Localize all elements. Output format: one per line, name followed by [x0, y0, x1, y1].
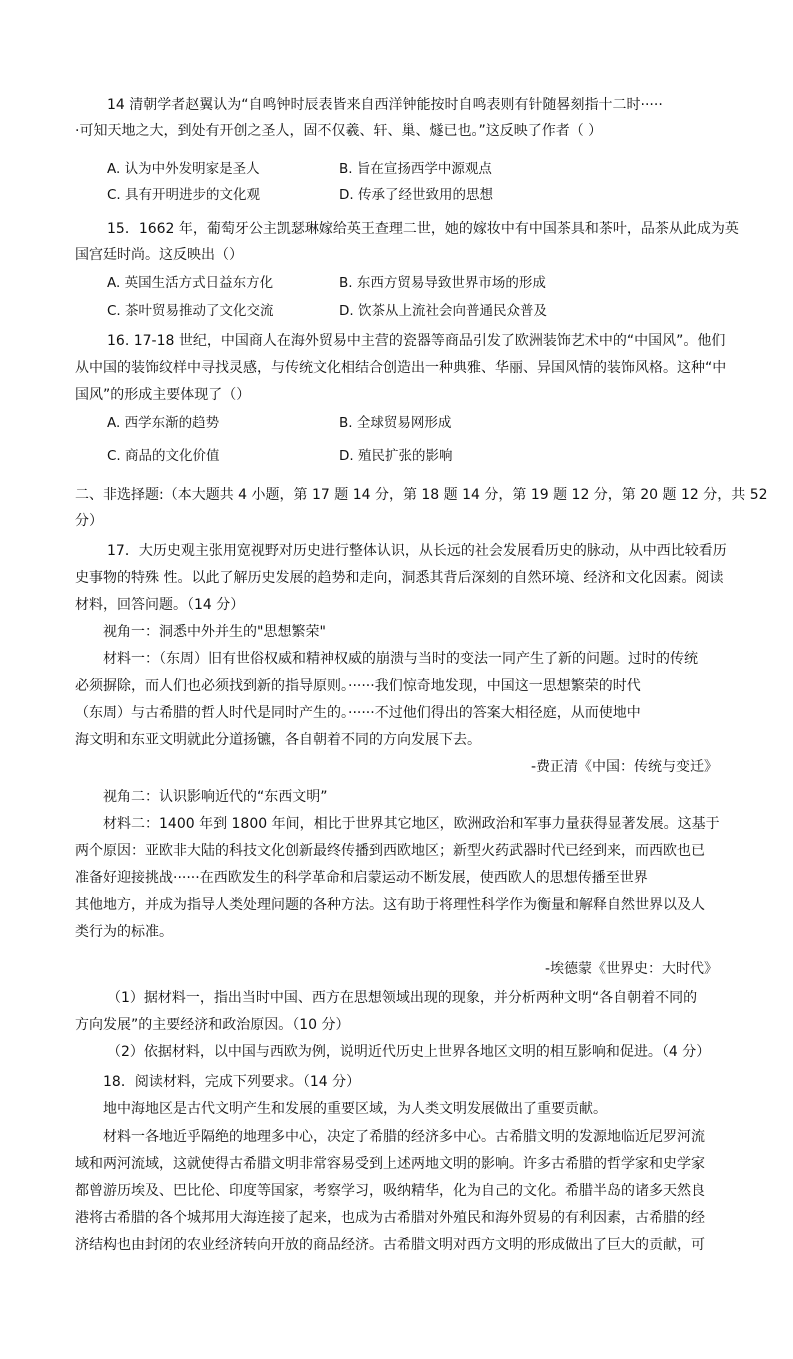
q15-option-d: D. 饮茶从上流社会向普通民众普及: [339, 303, 547, 319]
q17-view1-heading: 视角一：洞悉中外并生的"思想繁荣": [103, 624, 326, 640]
q14-option-c: C. 具有开明进步的文化观: [107, 187, 261, 203]
q16-option-c: C. 商品的文化价值: [107, 448, 220, 464]
q17-stem-line1: 17．大历史观主张用宽视野对历史进行整体认识，从长远的社会发展看历史的脉动，从中西比较看历: [107, 543, 727, 559]
q17-material1-line4: 海文明和东亚文明就此分道扬镳，各自朝着不同的方向发展下去。: [75, 732, 481, 748]
q18-material1-line4: 港将古希腊的各个城邦用大海连接了起来，也成为古希腊对外殖民和海外贸易的有利因素，古希腊的经: [75, 1210, 705, 1226]
q14-stem-line2: ·可知天地之大，到处有开创之圣人，固不仅羲、轩、巢、燧已也。”这反映了作者（ ）: [75, 123, 603, 139]
q17-material1-line1: 材料一：（东周）旧有世俗权威和精神权威的崩溃与当时的变法一同产生了新的问题。过时的传统: [103, 651, 698, 667]
q14-stem-line1: 14 清朝学者赵翼认为“自鸣钟时辰表皆来自西洋钟能按时自鸣表则有针随晷刻指十二时·····: [107, 97, 663, 113]
q16-option-d: D. 殖民扩张的影响: [339, 448, 453, 464]
q15-option-b: B. 东西方贸易导致世界市场的形成: [339, 275, 546, 291]
q15-stem-line1: 15．1662 年，葡萄牙公主凯瑟琳嫁给英王查理二世，她的嫁妆中有中国茶具和茶叶，品茶从此成为英: [107, 221, 739, 237]
q18-material1-line3: 都曾游历埃及、巴比伦、印度等国家，考察学习，吸纳精华，化为自己的文化。希腊半岛的诸多天然良: [75, 1183, 705, 1199]
q17-material1-source: -费正清《中国：传统与变迁》: [530, 759, 718, 775]
q18-material1-line5: 济结构也由封闭的农业经济转向开放的商品经济。古希腊文明对西方文明的形成做出了巨大的贡献，可: [75, 1237, 705, 1253]
q16-stem-line1: 16. 17-18 世纪，中国商人在海外贸易中主营的瓷器等商品引发了欧洲装饰艺术中的“中国风”。他们: [107, 333, 726, 349]
q16-stem-line3: 国风”的形成主要体现了（）: [75, 387, 251, 403]
q15-option-c: C. 茶叶贸易推动了文化交流: [107, 303, 274, 319]
q14-option-a: A. 认为中外发明家是圣人: [107, 161, 260, 177]
q18-stem-line2: 地中海地区是古代文明产生和发展的重要区域，为人类文明发展做出了重要贡献。: [103, 1101, 607, 1117]
q18-stem-line1: 18．阅读材料，完成下列要求。（14 分）: [103, 1074, 361, 1090]
q17-stem-line3: 材料，回答问题。（14 分）: [75, 597, 245, 613]
q14-option-d: D. 传承了经世致用的思想: [339, 187, 493, 203]
q17-view2-heading: 视角二：认识影响近代的“东西文明”: [103, 789, 328, 805]
q17-material2-line4: 其他地方，并成为指导人类处理问题的各种方法。这有助于将理性科学作为衡量和解释自然世界以及人: [75, 897, 705, 913]
section2-heading-line2: 分）: [75, 513, 103, 529]
q17-material2-line1: 材料二：1400 年到 1800 年间，相比于世界其它地区，欧洲政治和军事力量获得显著发展。这基于: [103, 816, 720, 832]
q17-material2-line2: 两个原因：亚欧非大陆的科技文化创新最终传播到西欧地区；新型火药武器时代已经到来，而西欧也已: [75, 843, 705, 859]
q17-material2-source: -埃德蒙《世界史：大时代》: [544, 961, 718, 977]
q15-stem-line2: 国宫廷时尚。这反映出（）: [75, 247, 243, 263]
q18-material1-line1: 材料一各地近乎隔绝的地理多中心，决定了希腊的经济多中心。古希腊文明的发源地临近尼罗河流: [103, 1129, 705, 1145]
q14-option-b: B. 旨在宣扬西学中源观点: [339, 161, 492, 177]
q16-stem-line2: 从中国的装饰纹样中寻找灵感，与传统文化相结合创造出一种典雅、华丽、异国风情的装饰风格。这种“中: [75, 360, 727, 376]
section2-heading-line1: 二、非选择题:（本大题共 4 小题，第 17 题 14 分，第 18 题 14 分，第 19 题 12 分，第 20 题 12 分，共 52: [75, 487, 768, 503]
q17-subquestion1-line1: （1）据材料一，指出当时中国、西方在思想领域出现的现象，并分析两种文明“各自朝着不同的: [107, 990, 698, 1006]
q17-material2-line5: 类行为的标准。: [75, 924, 173, 940]
q17-material1-line2: 必须摒除，而人们也必须找到新的指导原则。······我们惊奇地发现，中国这一思想繁荣的时代: [75, 678, 641, 694]
q17-stem-line2: 史事物的特殊 性。以此了解历史发展的趋势和走向，洞悉其背后深刻的自然环境、经济和文化因素。阅读: [75, 570, 724, 586]
q15-option-a: A. 英国生活方式日益东方化: [107, 275, 274, 291]
q16-option-a: A. 西学东渐的趋势: [107, 415, 220, 431]
q17-material1-line3: （东周）与古希腊的哲人时代是同时产生的。······不过他们得出的答案大相径庭，从而使地中: [75, 705, 641, 721]
q17-subquestion2: （2）依据材料，以中国与西欧为例，说明近代历史上世界各地区文明的相互影响和促进。（4 分）: [107, 1044, 711, 1060]
q17-subquestion1-line2: 方向发展”的主要经济和政治原因。（10 分）: [75, 1017, 350, 1033]
q16-option-b: B. 全球贸易网形成: [339, 415, 452, 431]
q17-material2-line3: 准备好迎接挑战······在西欧发生的科学革命和启蒙运动不断发展，使西欧人的思想传播至世界: [75, 870, 648, 886]
q18-material1-line2: 域和两河流域，这就使得古希腊文明非常容易受到上述两地文明的影响。许多古希腊的哲学家和史学家: [75, 1156, 705, 1172]
